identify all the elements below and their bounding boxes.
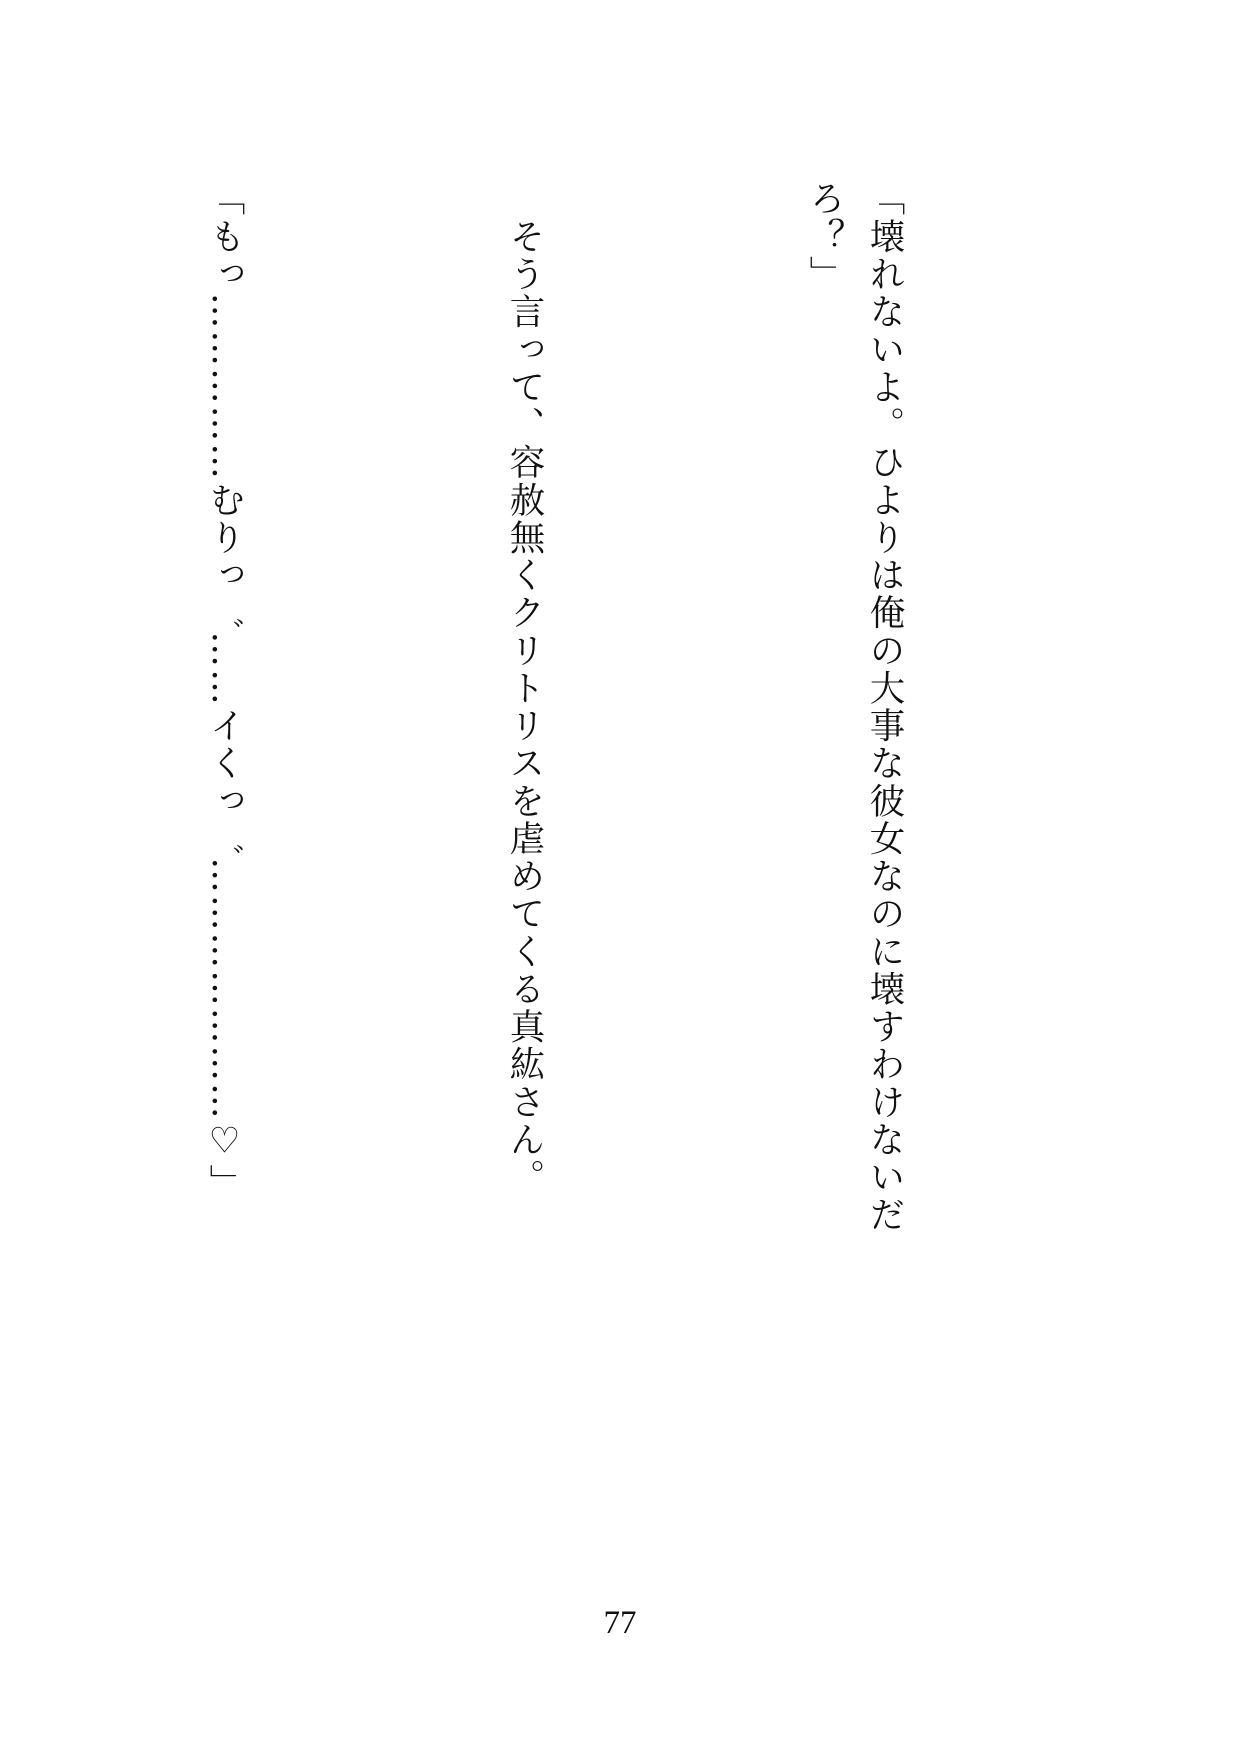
narration-line: そう言って、容赦無くクリトリスを虐めてくる真紘さん。 (504, 180, 545, 1197)
vertical-text-body (0, 180, 1034, 1250)
dialogue-line: 「もっ……………むりっ゛……イくっ゛…………………♡」 (204, 180, 245, 1202)
dialogue-line: 「壊れないよ。ひよりは俺の大事な彼女なのに壊すわけないだろ？」 (804, 180, 905, 1234)
page-number: 77 (603, 1605, 637, 1641)
